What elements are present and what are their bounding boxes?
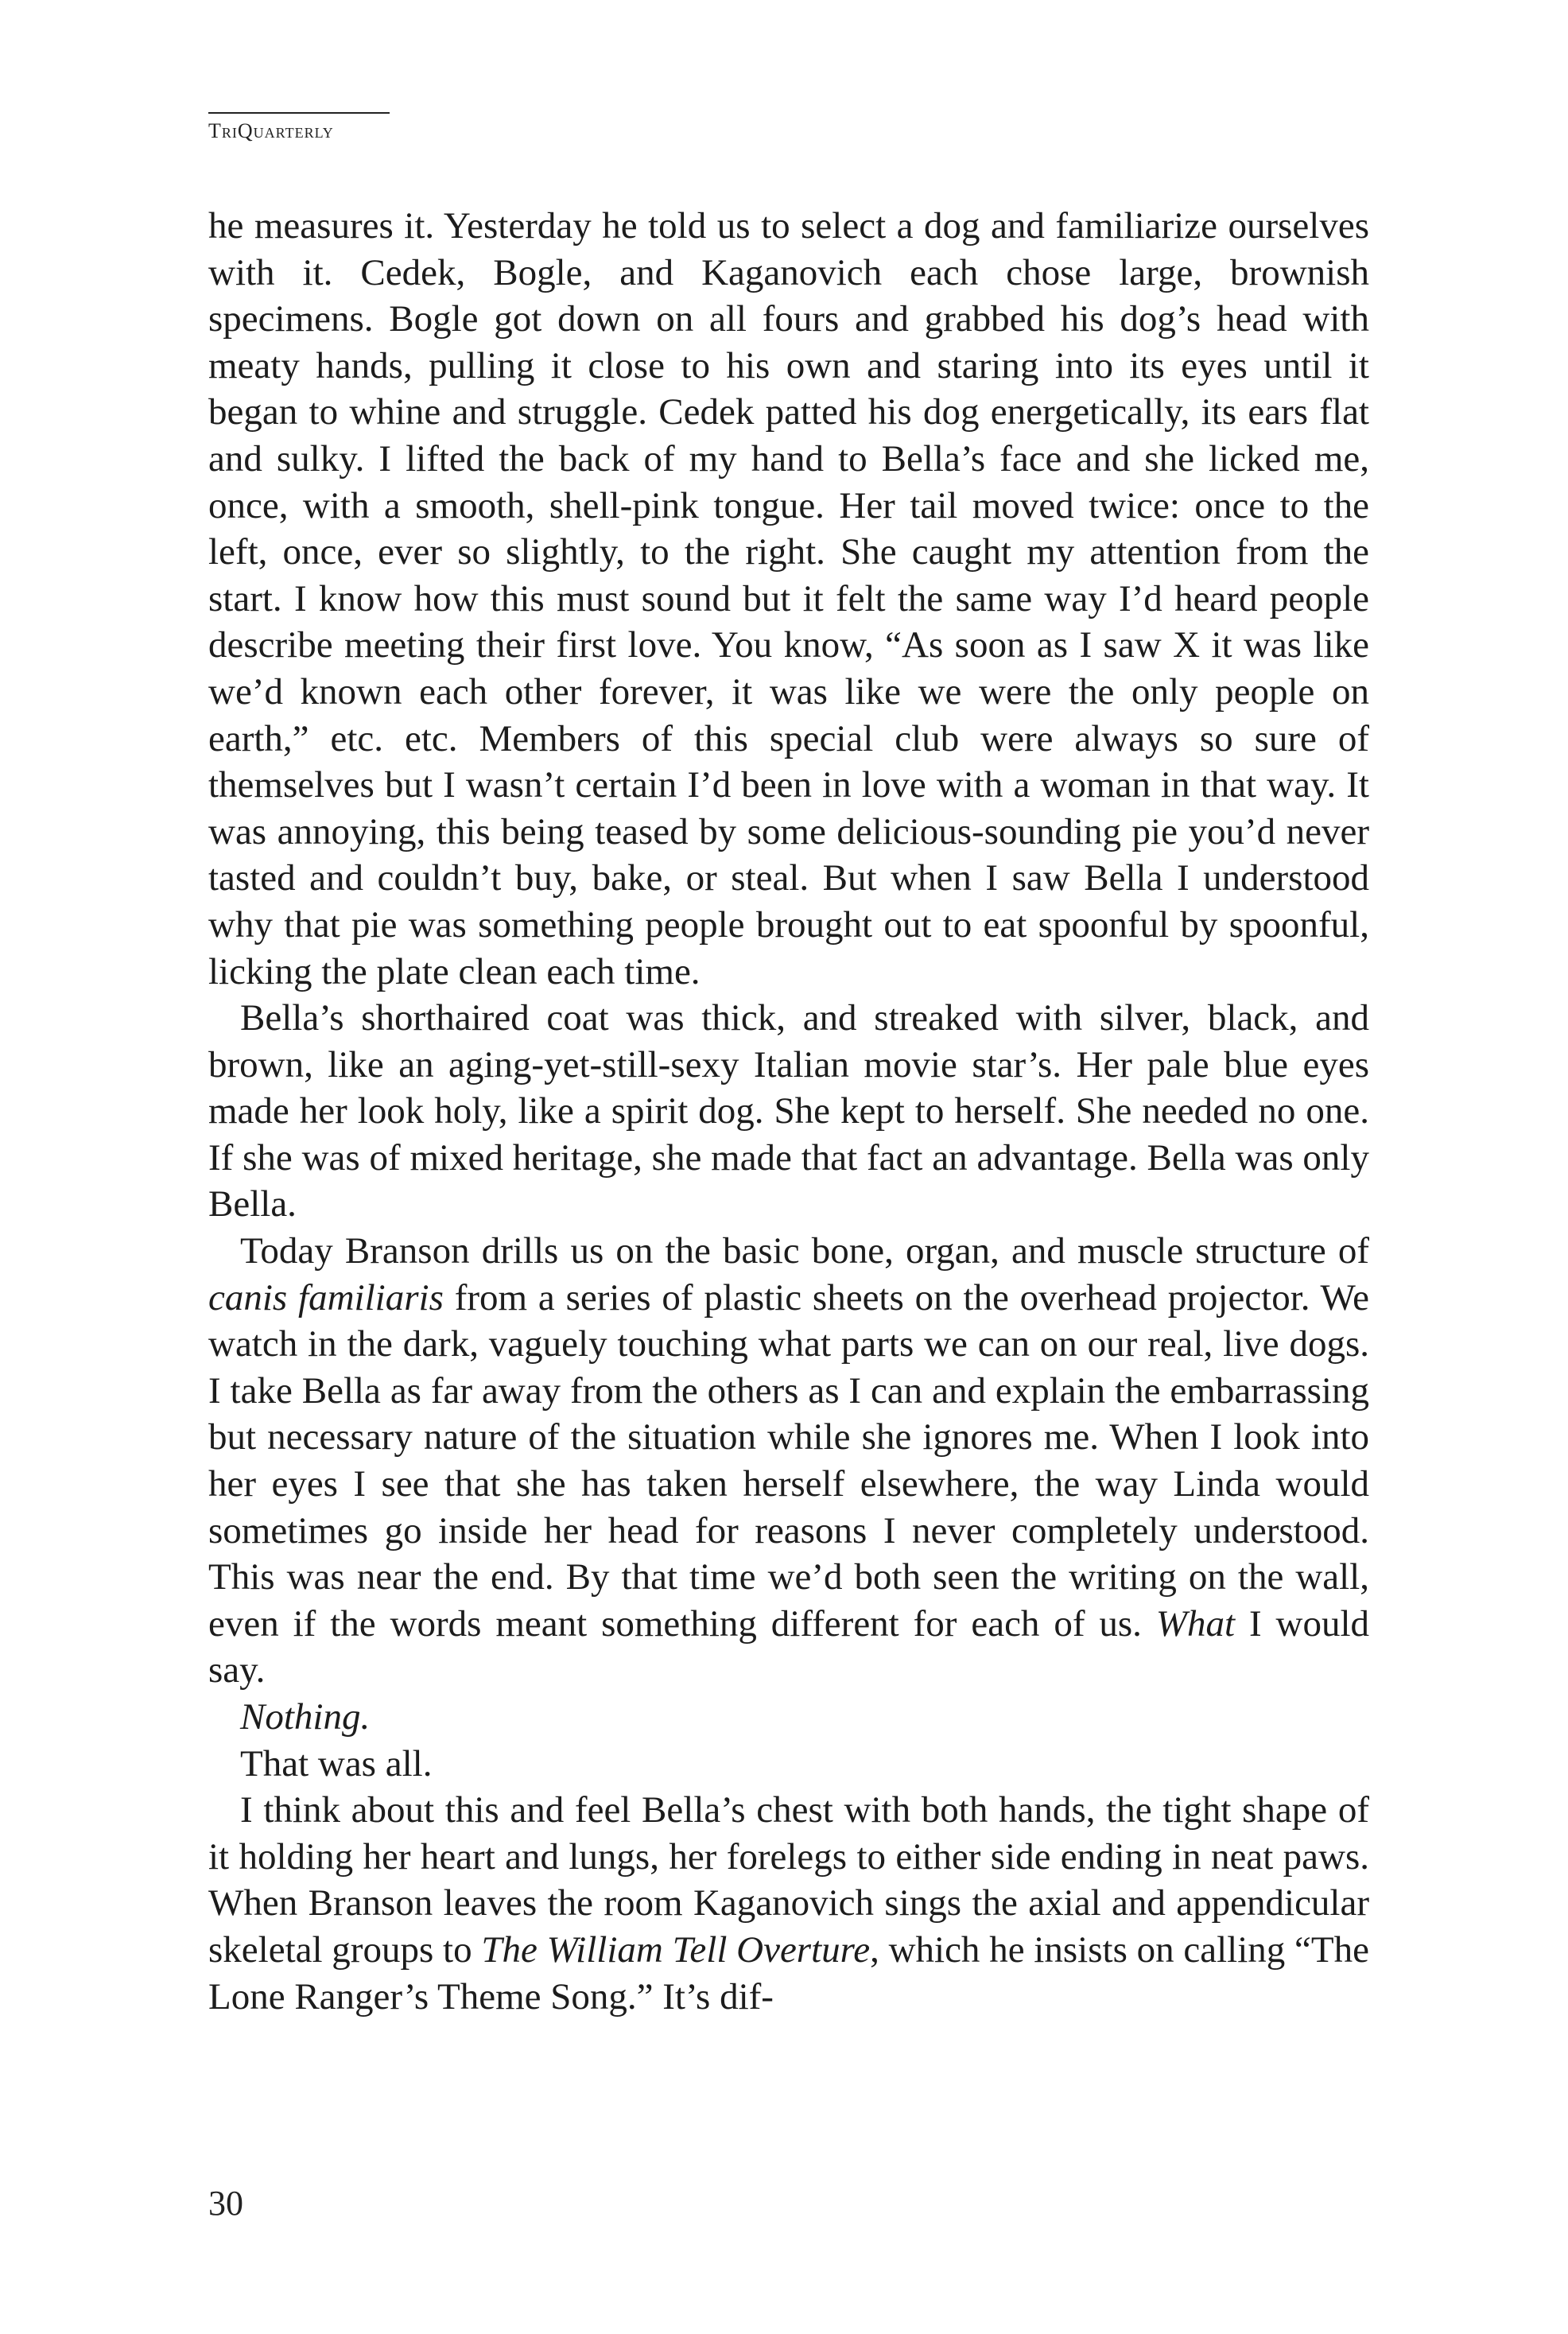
italic-text-segment: Nothing. xyxy=(240,1696,371,1738)
text-segment: I think about this and feel Bella’s chest with both hands, the tight shape of it holding her heart and lungs, her forelegs to either side ending in neat paws. When Branson leaves the room Kaganovich sings the axial and appendicular skeletal groups to xyxy=(208,1789,1369,1971)
italic-text-segment: What xyxy=(1155,1602,1236,1645)
text-segment: from a series of plastic sheets on the overhead projector. We watch in the dark, vaguely touching what parts we can on our real, live dogs. I take Bella as far away from the others as I can and explain the embarrassing but necessary nature of the situation while she ignores me. When I look into her eyes I see that she has taken herself elsewhere, the way Linda would sometimes go inside her head for reasons I never completely understood. This was near the end. By that time we’d both seen the writing on the wall, even if the words meant something different for each of us. xyxy=(208,1276,1369,1645)
running-head-rule xyxy=(208,112,390,114)
paragraph xyxy=(208,1694,1369,1741)
text-segment: That was all. xyxy=(240,1742,433,1784)
text-segment: Today Branson drills us on the basic bone, organ, and muscle structure of xyxy=(240,1230,1369,1272)
text-segment: Bella’s shorthaired coat was thick, and streaked with silver, black, and brown, like an aging-yet-still-sexy Italian movie star’s. Her pale blue eyes made her look holy, like a spirit dog. She kept to herself. She needed no one. If she was of mixed heritage, she made that fact an advantage. Bella was only Bella. xyxy=(208,997,1369,1225)
page-number: 30 xyxy=(208,2184,243,2223)
italic-text-segment: The William Tell Overture xyxy=(481,1928,871,1971)
text-segment: , which he insists on calling “The Lone Ranger’s Theme Song.” It’s dif- xyxy=(208,1928,1369,2017)
paragraph xyxy=(208,203,1369,995)
paragraph xyxy=(208,995,1369,1228)
paragraph xyxy=(208,1741,1369,1788)
running-head: TriQuarterly xyxy=(208,119,334,142)
italic-text-segment: canis familiaris xyxy=(208,1276,444,1318)
paragraph xyxy=(208,1228,1369,1694)
paragraph xyxy=(208,1787,1369,2020)
text-segment: I would say. xyxy=(208,1602,1369,1691)
body-text xyxy=(208,203,1369,2020)
text-segment: he measures it. Yesterday he told us to select a dog and familiarize ourselves with it. Cedek, Bogle, and Kaganovich each chose large, brownish specimens. Bogle got down on all fours and grabbed his dog’s head with meaty hands, pulling it close to his own and staring into its eyes until it began to whine and struggle. Cedek patted his dog energetically, its ears flat and sulky. I lifted the back of my hand to Bella’s face and she licked me, once, with a smooth, shell-pink tongue. Her tail moved twice: once to the left, once, ever so slightly, to the right. She caught my attention from the start. I know how this must sound but it felt the same way I’d heard people describe meeting their first love. You know, “As soon as I saw X it was like we’d known each other forever, it was like we were the only people on earth,” etc. etc. Members of this special club were always so sure of themselves but I wasn’t certain I’d been in love with a woman in that way. It was annoying, this being teased by some delicious-sounding pie you’d never tasted and couldn’t buy, bake, or steal. But when I saw Bella I understood why that pie was something people brought out to eat spoonful by spoonful, licking the plate clean each time. xyxy=(208,205,1369,992)
